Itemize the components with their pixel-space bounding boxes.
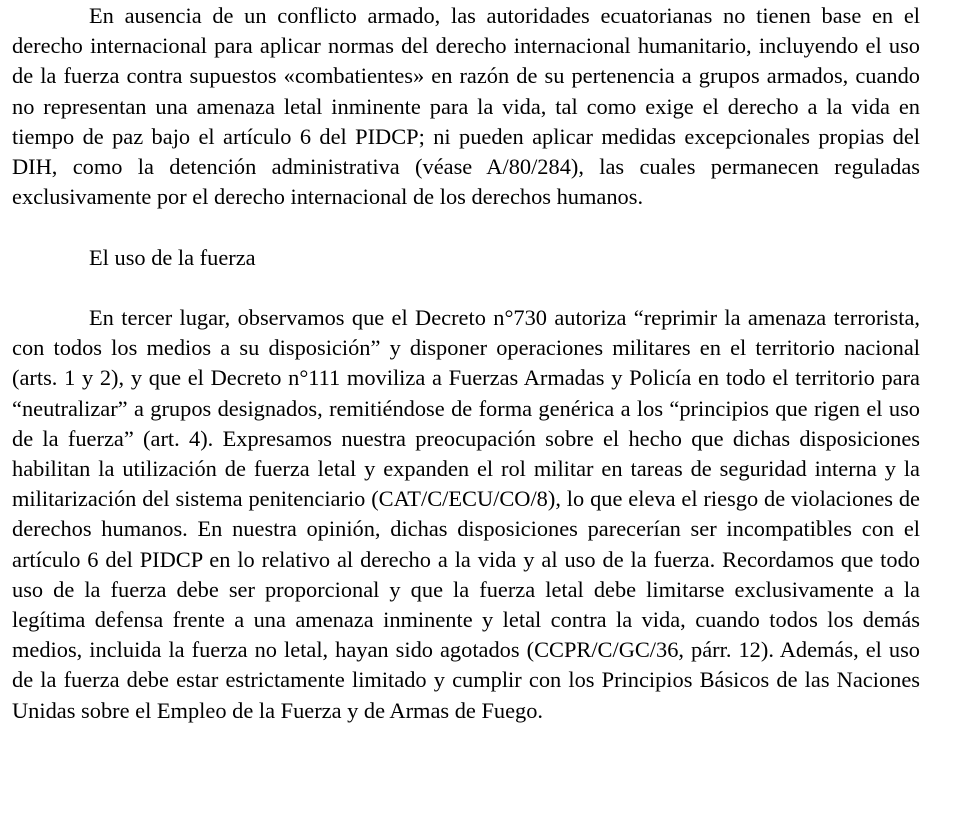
paragraph-armed-conflict: En ausencia de un conflicto armado, las autoridades ecuatorianas no tienen base en el derecho internacional para aplicar normas del derecho internacional humanitario, incluyendo el uso de la fuerza contra supuestos «combatientes» en razón de su pertenencia a grupos armados, cuando no representan una amenaza letal inminente para la vida, tal como exige el derecho a la vida en tiempo de paz bajo el artículo 6 del PIDCP; ni pueden aplicar medidas excepcionales propias del DIH, como la detención administrativa (véase A/80/284), las cuales permanecen reguladas exclusivamente por el derecho internacional de los derechos humanos. bbox=[12, 3, 920, 210]
paragraph-spacer bbox=[12, 212, 920, 242]
paragraph-use-of-force: En tercer lugar, observamos que el Decreto n°730 autoriza “reprimir la amenaza terrorista, con todos los medios a su disposición” y disponer operaciones militares en el territorio nacional (arts. 1 y 2), y que el Decreto n°111 moviliza a Fuerzas Armadas y Policía en todo el territorio para “neutralizar” a grupos designados, remitiéndose de forma genérica a los “principios que rigen el uso de la fuerza” (art. 4). Expresamos nuestra preocupación sobre el hecho que dichas disposiciones habilitan la utilización de fuerza letal y expanden el rol militar en tareas de seguridad interna y la militarización del sistema penitenciario (CAT/C/ECU/CO/8), lo que eleva el riesgo de violaciones de derechos humanos. En nuestra opinión, dichas disposiciones parecerían ser incompatibles con el artículo 6 del PIDCP en lo relativo al derecho a la vida y al uso de la fuerza. Recordamos que todo uso de la fuerza debe ser proporcional y que la fuerza letal debe limitarse exclusivamente a la legítima defensa frente a una amenaza inminente y letal contra la vida, cuando todos los demás medios, incluida la fuerza no letal, hayan sido agotados (CCPR/C/GC/36, párr. 12). Además, el uso de la fuerza debe estar estrictamente limitado y cumplir con los Principios Básicos de las Naciones Unidas sobre el Empleo de la Fuerza y de Armas de Fuego. bbox=[12, 305, 920, 723]
paragraph-spacer bbox=[12, 273, 920, 303]
document-page bbox=[12, 1, 920, 726]
section-heading: El uso de la fuerza bbox=[89, 244, 256, 270]
